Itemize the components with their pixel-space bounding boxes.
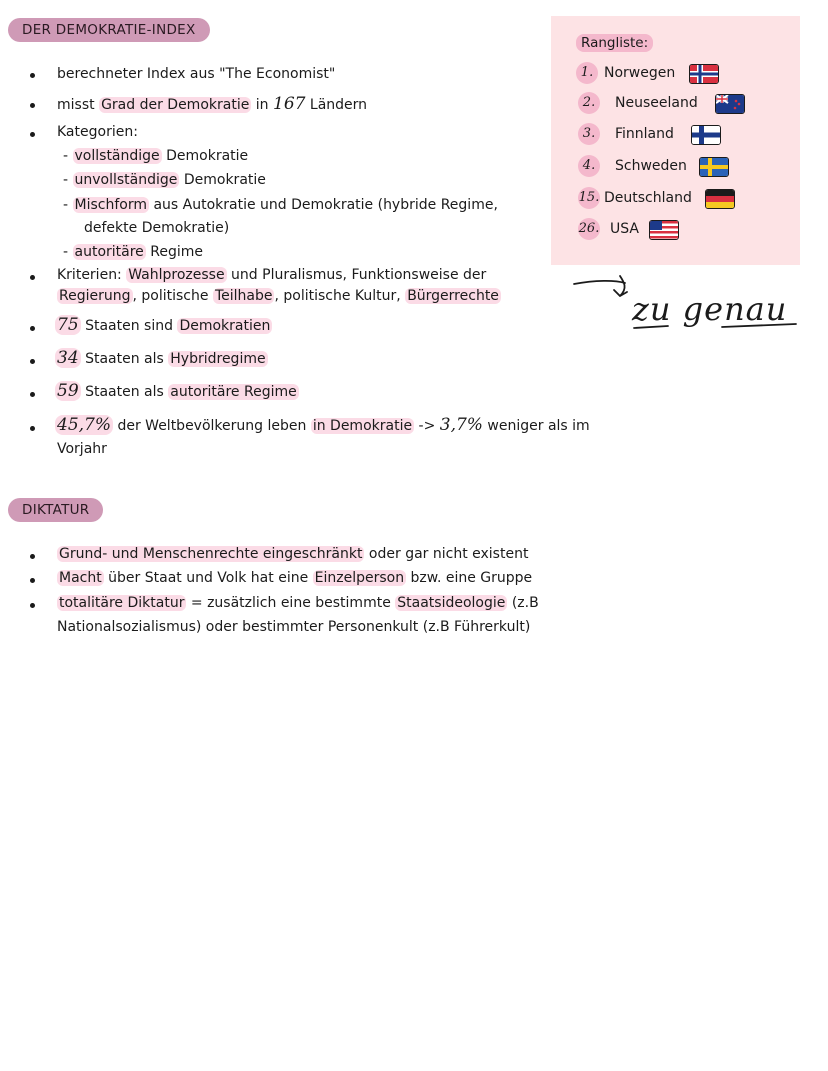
bullet-kategorien: Kategorien:: [57, 124, 138, 140]
bullet-macht: Macht über Staat und Volk hat eine Einzelperson bzw. eine Gruppe: [59, 570, 533, 586]
rank-number: 1.: [576, 62, 598, 84]
bullet-dot: [30, 359, 35, 364]
sweden-flag-icon: [699, 157, 729, 177]
bullet-dot: [30, 603, 35, 608]
bullet-weltbevoelkerung: 45,7% der Weltbevölkerung leben in Demokratie -> 3,7% weniger als im: [57, 415, 590, 435]
bullet-dot: [30, 73, 35, 78]
bullet-weltbevoelkerung-cont: Vorjahr: [57, 441, 107, 457]
usa-flag-icon: [649, 220, 679, 240]
rank-country: USA: [610, 221, 639, 237]
bullet-grundrechte: Grund- und Menschenrechte eingeschränkt oder gar nicht existent: [59, 546, 529, 562]
bullet-dot: [30, 578, 35, 583]
bullet-dot: [30, 103, 35, 108]
bullet-dot: [30, 275, 35, 280]
rank-number: 26.: [578, 218, 600, 240]
sub-item-vollstaendige: - vollständige Demokratie: [63, 148, 249, 164]
bullet-autoritaere-count: 59 Staaten als autoritäre Regime: [57, 381, 297, 401]
germany-flag-icon: [705, 189, 735, 209]
rank-number: 15.: [578, 187, 600, 209]
bullet-dot: [30, 132, 35, 137]
rank-number: 2.: [578, 92, 600, 114]
ranking-title: Rangliste:: [576, 34, 653, 52]
bullet-index-source: berechneter Index aus "The Economist": [57, 66, 336, 82]
bullet-kriterien-cont: Regierung , politische Teilhabe , politische Kultur, Bürgerrechte: [59, 288, 499, 304]
handwritten-note: zu genau: [632, 290, 788, 328]
bullet-dot: [30, 554, 35, 559]
finland-flag-icon: [691, 125, 721, 145]
sub-item-unvollstaendige: - unvollständige Demokratie: [63, 172, 266, 188]
rank-country: Deutschland: [604, 190, 692, 206]
rank-country: Finnland: [615, 126, 674, 142]
sub-item-mischform: - Mischform aus Autokratie und Demokratie (hybride Regime,: [63, 197, 498, 213]
bullet-totalitaere-diktatur: totalitäre Diktatur = zusätzlich eine bestimmte Staatsideologie (z.B: [59, 595, 539, 611]
rank-country: Schweden: [615, 158, 687, 174]
hand-drawn-arrow-icon: [570, 272, 640, 312]
rank-number: 3.: [578, 123, 600, 145]
norway-flag-icon: [689, 64, 719, 84]
bullet-grad-der-demokratie: misst Grad der Demokratie in 167 Ländern: [57, 94, 368, 114]
bullet-kriterien: Kriterien: Wahlprozesse und Pluralismus, Funktionsweise der: [57, 267, 487, 283]
new-zealand-flag-icon: [715, 94, 745, 114]
bullet-totalitaere-diktatur-cont: Nationalsozialismus) oder bestimmter Personenkult (z.B Führerkult): [57, 619, 531, 635]
rank-number: 4.: [578, 155, 600, 177]
ranking-box: [551, 16, 800, 265]
bullet-hybridregime-count: 34 Staaten als Hybridregime: [57, 348, 266, 368]
rank-country: Neuseeland: [615, 95, 698, 111]
underline-strokes: [630, 318, 810, 338]
rank-country: Norwegen: [604, 65, 676, 81]
bullet-demokratien-count: 75 Staaten sind Demokratien: [57, 315, 271, 335]
sub-item-mischform-cont: defekte Demokratie): [84, 220, 230, 236]
section-heading-demokratie-index: DER DEMOKRATIE-INDEX: [8, 18, 210, 42]
section-heading-diktatur: DIKTATUR: [8, 498, 103, 522]
sub-item-autoritaer: - autoritäre Regime: [63, 244, 204, 260]
bullet-dot: [30, 426, 35, 431]
bullet-dot: [30, 392, 35, 397]
bullet-dot: [30, 326, 35, 331]
